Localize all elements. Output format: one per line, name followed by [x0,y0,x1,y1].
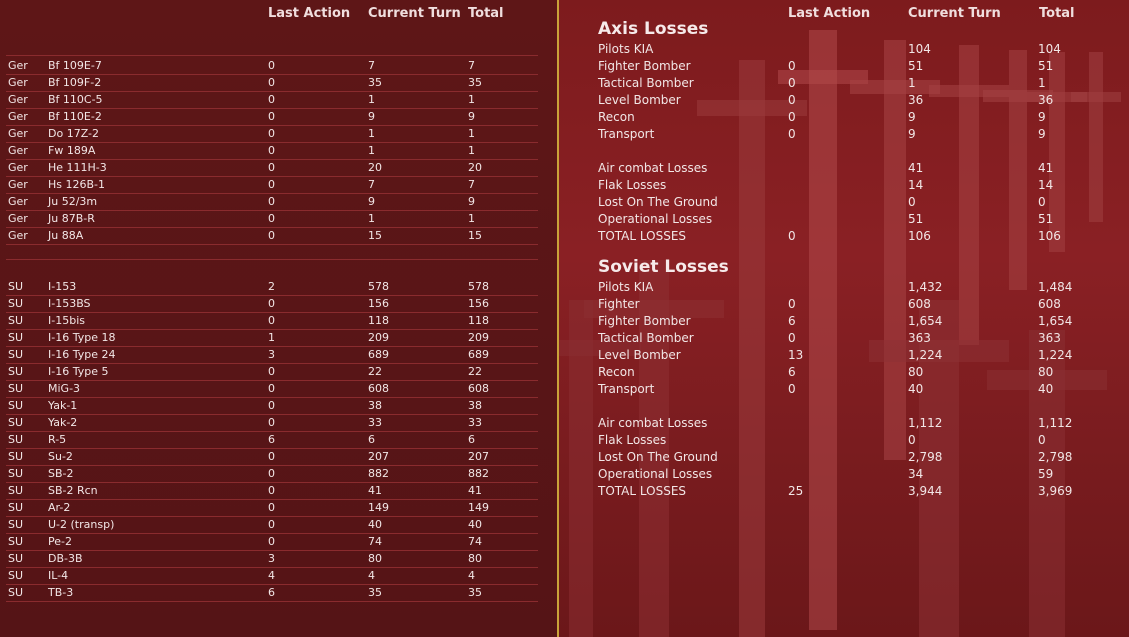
aircraft-current-turn: 578 [368,280,389,293]
loss-label: Fighter Bomber [598,314,691,328]
loss-label: Transport [598,127,655,141]
aircraft-nation: SU [8,433,24,446]
aircraft-total: 149 [468,501,489,514]
aircraft-last-action: 0 [268,501,275,514]
loss-last-action: 25 [788,484,804,498]
aircraft-nation: SU [8,382,24,395]
aircraft-name: Bf 110E-2 [48,110,102,123]
axis-summary-row [598,211,1118,228]
aircraft-current-turn: 38 [368,399,382,412]
aircraft-last-action: 0 [268,229,275,242]
aircraft-name: TB-3 [48,586,74,599]
aircraft-nation: SU [8,535,24,548]
loss-current-turn: 1,224 [908,348,943,362]
aircraft-nation: SU [8,416,24,429]
aircraft-current-turn: 1 [368,127,375,140]
aircraft-last-action: 6 [268,433,275,446]
loss-current-turn: 2,798 [908,450,943,464]
loss-label: Flak Losses [598,178,667,192]
aircraft-total: 15 [468,229,482,242]
loss-total: 0 [1038,195,1046,209]
soviet-summary-row [598,466,1118,483]
aircraft-name: IL-4 [48,569,69,582]
aircraft-name: Yak-2 [48,416,78,429]
aircraft-total: 7 [468,59,475,72]
loss-total: 36 [1038,93,1054,107]
group-divider-line [6,259,538,260]
loss-last-action: 6 [788,314,796,328]
loss-current-turn: 9 [908,127,916,141]
aircraft-nation: SU [8,586,24,599]
aircraft-nation: SU [8,569,24,582]
aircraft-total: 22 [468,365,482,378]
aircraft-total: 689 [468,348,489,361]
loss-total: 0 [1038,433,1046,447]
aircraft-current-turn: 608 [368,382,389,395]
aircraft-name: I-153 [48,280,77,293]
aircraft-last-action: 0 [268,535,275,548]
aircraft-current-turn: 882 [368,467,389,480]
loss-current-turn: 1 [908,76,916,90]
axis-summary-row [598,160,1118,177]
aircraft-name: SB-2 [48,467,74,480]
soviet-loss-row [598,347,1118,364]
aircraft-last-action: 4 [268,569,275,582]
loss-total: 363 [1038,331,1061,345]
aircraft-total: 608 [468,382,489,395]
aircraft-nation: SU [8,365,24,378]
aircraft-row [6,499,538,517]
aircraft-total: 40 [468,518,482,531]
axis-loss-row [598,109,1118,126]
aircraft-row [6,74,538,92]
loss-total: 1,484 [1038,280,1073,294]
aircraft-nation: Ger [8,127,28,140]
loss-total: 1 [1038,76,1046,90]
aircraft-last-action: 0 [268,518,275,531]
aircraft-name: Yak-1 [48,399,78,412]
aircraft-total: 38 [468,399,482,412]
loss-total: 608 [1038,297,1061,311]
loss-label: Fighter Bomber [598,59,691,73]
header-current-turn: Current Turn [368,6,461,21]
aircraft-row [6,482,538,500]
aircraft-last-action: 2 [268,280,275,293]
loss-last-action: 0 [788,382,796,396]
summary-header-total: Total [1039,6,1075,21]
loss-current-turn: 51 [908,212,924,226]
aircraft-current-turn: 7 [368,59,375,72]
loss-label: Tactical Bomber [598,331,694,345]
aircraft-current-turn: 1 [368,212,375,225]
loss-label: Flak Losses [598,433,667,447]
loss-current-turn: 1,654 [908,314,943,328]
aircraft-last-action: 0 [268,195,275,208]
aircraft-nation: Ger [8,93,28,106]
aircraft-nation: SU [8,331,24,344]
axis-loss-row [598,92,1118,109]
aircraft-total: 209 [468,331,489,344]
aircraft-row [6,193,538,211]
aircraft-total: 35 [468,76,482,89]
aircraft-row [6,278,538,296]
aircraft-row [6,584,538,602]
aircraft-name: He 111H-3 [48,161,107,174]
loss-label: Lost On The Ground [598,195,718,209]
aircraft-total: 74 [468,535,482,548]
header-last-action: Last Action [268,6,351,21]
aircraft-row [6,108,538,126]
loss-current-turn: 34 [908,467,924,481]
aircraft-name: Bf 109F-2 [48,76,102,89]
aircraft-last-action: 0 [268,212,275,225]
aircraft-last-action: 0 [268,484,275,497]
aircraft-total: 20 [468,161,482,174]
loss-last-action: 6 [788,365,796,379]
aircraft-current-turn: 1 [368,93,375,106]
aircraft-total: 80 [468,552,482,565]
aircraft-current-turn: 41 [368,484,382,497]
loss-total: 1,654 [1038,314,1073,328]
axis-loss-row [598,75,1118,92]
loss-total: 51 [1038,59,1054,73]
aircraft-name: Ar-2 [48,501,71,514]
aircraft-name: Ju 87B-R [48,212,95,225]
loss-label: Pilots KIA [598,280,654,294]
aircraft-nation: Ger [8,110,28,123]
aircraft-total: 7 [468,178,475,191]
aircraft-current-turn: 149 [368,501,389,514]
aircraft-current-turn: 689 [368,348,389,361]
loss-total: 51 [1038,212,1054,226]
loss-current-turn: 41 [908,161,924,175]
aircraft-current-turn: 1 [368,144,375,157]
axis-summary-row [598,228,1118,245]
loss-current-turn: 1,112 [908,416,943,430]
loss-current-turn: 9 [908,110,916,124]
loss-total: 80 [1038,365,1054,379]
aircraft-row [6,210,538,228]
aircraft-row [6,550,538,568]
aircraft-nation: SU [8,484,24,497]
aircraft-nation: SU [8,450,24,463]
aircraft-last-action: 0 [268,76,275,89]
aircraft-row [6,380,538,398]
aircraft-last-action: 0 [268,127,275,140]
loss-last-action: 13 [788,348,804,362]
aircraft-current-turn: 156 [368,297,389,310]
loss-last-action: 0 [788,59,796,73]
aircraft-row [6,227,538,245]
loss-label: Level Bomber [598,93,681,107]
aircraft-nation: SU [8,518,24,531]
aircraft-row [6,567,538,585]
soviet-summary-row [598,415,1118,432]
top-divider-line [6,55,538,56]
loss-label: Tactical Bomber [598,76,694,90]
loss-total: 2,798 [1038,450,1073,464]
loss-current-turn: 80 [908,365,924,379]
aircraft-last-action: 0 [268,110,275,123]
aircraft-last-action: 0 [268,399,275,412]
aircraft-nation: SU [8,314,24,327]
aircraft-total: 35 [468,586,482,599]
aircraft-total: 9 [468,110,475,123]
aircraft-name: R-5 [48,433,67,446]
aircraft-last-action: 0 [268,178,275,191]
aircraft-row [6,346,538,364]
aircraft-row [6,516,538,534]
aircraft-total: 41 [468,484,482,497]
loss-label: Pilots KIA [598,42,654,56]
axis-loss-row [598,41,1118,58]
aircraft-total: 207 [468,450,489,463]
soviet-loss-row [598,381,1118,398]
aircraft-name: I-16 Type 24 [48,348,116,361]
aircraft-nation: SU [8,467,24,480]
loss-current-turn: 14 [908,178,924,192]
loss-last-action: 0 [788,127,796,141]
loss-last-action: 0 [788,93,796,107]
aircraft-total: 882 [468,467,489,480]
aircraft-current-turn: 7 [368,178,375,191]
aircraft-total: 6 [468,433,475,446]
aircraft-name: Hs 126B-1 [48,178,106,191]
aircraft-nation: Ger [8,229,28,242]
aircraft-nation: Ger [8,144,28,157]
aircraft-row [6,57,538,75]
aircraft-nation: SU [8,501,24,514]
aircraft-row [6,397,538,415]
loss-total: 9 [1038,110,1046,124]
loss-label: Level Bomber [598,348,681,362]
loss-total: 40 [1038,382,1054,396]
loss-current-turn: 106 [908,229,931,243]
soviet-loss-row [598,279,1118,296]
aircraft-row [6,312,538,330]
aircraft-last-action: 0 [268,416,275,429]
axis-loss-row [598,126,1118,143]
aircraft-nation: Ger [8,161,28,174]
aircraft-name: I-16 Type 5 [48,365,109,378]
loss-label: Operational Losses [598,212,713,226]
axis-summary-row [598,194,1118,211]
loss-current-turn: 0 [908,195,916,209]
aircraft-last-action: 6 [268,586,275,599]
loss-total: 3,969 [1038,484,1073,498]
aircraft-current-turn: 118 [368,314,389,327]
aircraft-current-turn: 207 [368,450,389,463]
aircraft-row [6,295,538,313]
loss-current-turn: 51 [908,59,924,73]
aircraft-name: Su-2 [48,450,73,463]
aircraft-last-action: 0 [268,365,275,378]
soviet-summary-row [598,483,1118,500]
soviet-loss-row [598,330,1118,347]
aircraft-last-action: 0 [268,314,275,327]
aircraft-total: 1 [468,212,475,225]
aircraft-current-turn: 40 [368,518,382,531]
loss-label: TOTAL LOSSES [598,484,687,498]
loss-current-turn: 104 [908,42,931,56]
aircraft-name: Ju 88A [48,229,84,242]
aircraft-row [6,159,538,177]
soviet-losses-title: Soviet Losses [598,257,729,277]
loss-label: Recon [598,365,635,379]
loss-total: 106 [1038,229,1061,243]
soviet-summary-row [598,432,1118,449]
aircraft-name: MiG-3 [48,382,81,395]
aircraft-nation: SU [8,280,24,293]
aircraft-last-action: 0 [268,144,275,157]
loss-label: Recon [598,110,635,124]
aircraft-total: 156 [468,297,489,310]
aircraft-current-turn: 80 [368,552,382,565]
aircraft-name: Do 17Z-2 [48,127,100,140]
aircraft-current-turn: 6 [368,433,375,446]
header-total: Total [468,6,504,21]
soviet-summary-row [598,449,1118,466]
aircraft-row [6,91,538,109]
aircraft-last-action: 0 [268,59,275,72]
aircraft-losses-panel [0,0,557,637]
aircraft-total: 9 [468,195,475,208]
aircraft-nation: Ger [8,59,28,72]
loss-total: 14 [1038,178,1054,192]
aircraft-name: I-16 Type 18 [48,331,116,344]
aircraft-current-turn: 35 [368,586,382,599]
loss-total: 104 [1038,42,1061,56]
aircraft-last-action: 3 [268,552,275,565]
aircraft-current-turn: 15 [368,229,382,242]
loss-total: 59 [1038,467,1054,481]
aircraft-name: U-2 (transp) [48,518,115,531]
aircraft-current-turn: 74 [368,535,382,548]
aircraft-name: I-15bis [48,314,85,327]
loss-current-turn: 363 [908,331,931,345]
aircraft-nation: SU [8,297,24,310]
aircraft-current-turn: 9 [368,110,375,123]
axis-loss-row [598,58,1118,75]
aircraft-last-action: 0 [268,161,275,174]
aircraft-last-action: 0 [268,297,275,310]
aircraft-current-turn: 4 [368,569,375,582]
aircraft-current-turn: 209 [368,331,389,344]
aircraft-name: SB-2 Rcn [48,484,98,497]
aircraft-last-action: 1 [268,331,275,344]
loss-last-action: 0 [788,110,796,124]
aircraft-total: 33 [468,416,482,429]
aircraft-current-turn: 20 [368,161,382,174]
loss-label: Fighter [598,297,640,311]
summary-header-last-action: Last Action [788,6,871,21]
soviet-loss-row [598,313,1118,330]
loss-current-turn: 608 [908,297,931,311]
loss-label: TOTAL LOSSES [598,229,687,243]
aircraft-nation: SU [8,348,24,361]
aircraft-row [6,142,538,160]
aircraft-current-turn: 33 [368,416,382,429]
aircraft-current-turn: 22 [368,365,382,378]
aircraft-row [6,363,538,381]
aircraft-nation: Ger [8,76,28,89]
aircraft-name: Pe-2 [48,535,72,548]
aircraft-name: Bf 109E-7 [48,59,102,72]
aircraft-total: 4 [468,569,475,582]
loss-label: Air combat Losses [598,416,708,430]
aircraft-row [6,176,538,194]
loss-current-turn: 40 [908,382,924,396]
loss-total: 9 [1038,127,1046,141]
aircraft-current-turn: 9 [368,195,375,208]
aircraft-name: I-153BS [48,297,91,310]
aircraft-nation: Ger [8,212,28,225]
loss-current-turn: 1,432 [908,280,943,294]
losses-summary-panel [559,0,1129,637]
aircraft-name: Fw 189A [48,144,96,157]
summary-header-current-turn: Current Turn [908,6,1001,21]
loss-current-turn: 3,944 [908,484,943,498]
aircraft-name: DB-3B [48,552,83,565]
loss-label: Air combat Losses [598,161,708,175]
aircraft-row [6,465,538,483]
aircraft-total: 1 [468,144,475,157]
aircraft-name: Ju 52/3m [48,195,98,208]
aircraft-total: 118 [468,314,489,327]
axis-summary-row [598,177,1118,194]
aircraft-name: Bf 110C-5 [48,93,103,106]
aircraft-row [6,533,538,551]
loss-total: 41 [1038,161,1054,175]
aircraft-total: 1 [468,127,475,140]
aircraft-total: 1 [468,93,475,106]
loss-current-turn: 0 [908,433,916,447]
aircraft-current-turn: 35 [368,76,382,89]
loss-total: 1,224 [1038,348,1073,362]
loss-label: Lost On The Ground [598,450,718,464]
aircraft-row [6,431,538,449]
loss-current-turn: 36 [908,93,924,107]
aircraft-last-action: 0 [268,450,275,463]
aircraft-last-action: 0 [268,382,275,395]
aircraft-last-action: 0 [268,93,275,106]
soviet-loss-row [598,364,1118,381]
aircraft-row [6,329,538,347]
loss-last-action: 0 [788,331,796,345]
loss-last-action: 0 [788,229,796,243]
aircraft-nation: Ger [8,178,28,191]
loss-last-action: 0 [788,297,796,311]
loss-last-action: 0 [788,76,796,90]
axis-losses-title: Axis Losses [598,19,709,39]
soviet-loss-row [598,296,1118,313]
aircraft-nation: SU [8,552,24,565]
aircraft-nation: Ger [8,195,28,208]
aircraft-row [6,125,538,143]
aircraft-last-action: 0 [268,467,275,480]
aircraft-row [6,414,538,432]
loss-label: Operational Losses [598,467,713,481]
aircraft-nation: SU [8,399,24,412]
loss-total: 1,112 [1038,416,1073,430]
aircraft-row [6,448,538,466]
aircraft-total: 578 [468,280,489,293]
aircraft-last-action: 3 [268,348,275,361]
loss-label: Transport [598,382,655,396]
